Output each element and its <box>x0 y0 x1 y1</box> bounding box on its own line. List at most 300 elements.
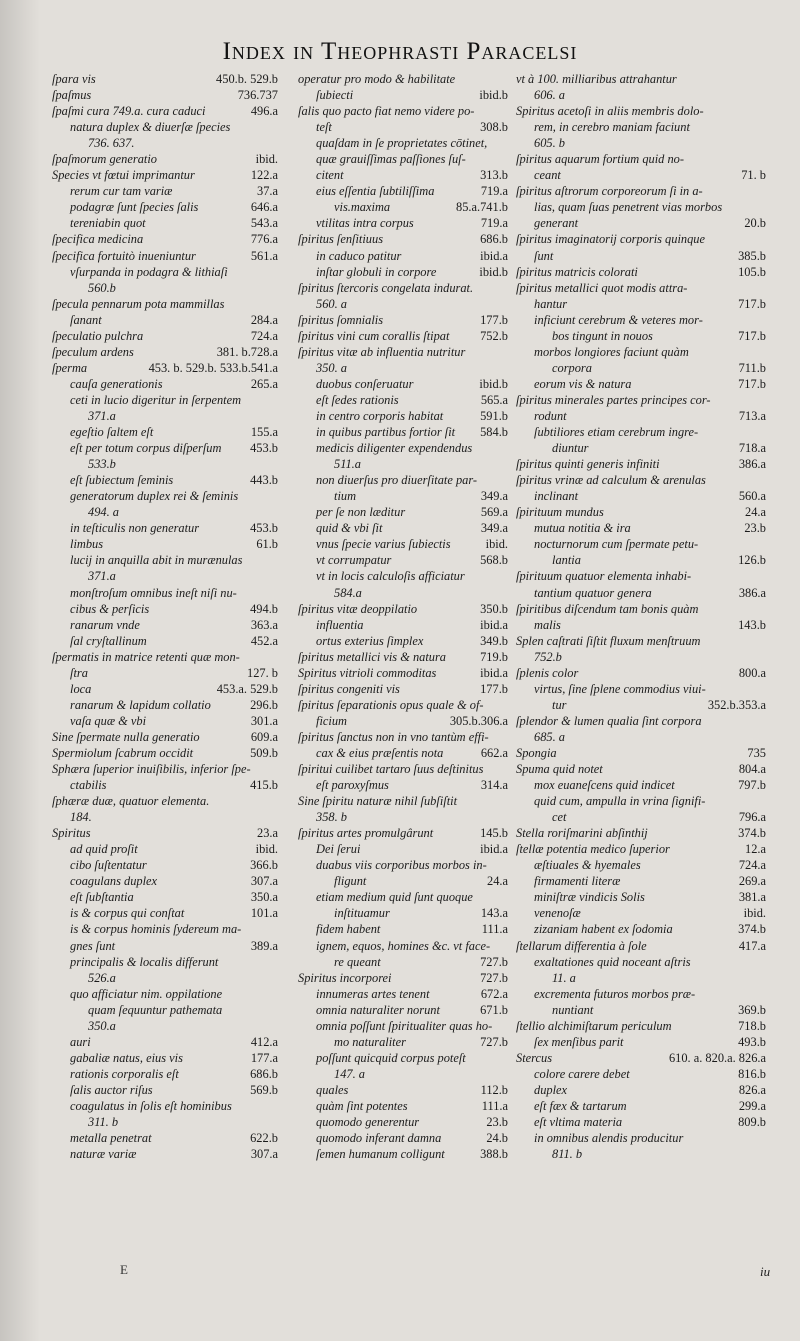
index-entry-ref: 20.b <box>741 215 766 231</box>
index-entry-term: rem, in cerebro maniam faciunt <box>534 120 690 135</box>
index-entry-term: metalla penetrat <box>70 1131 152 1146</box>
index-entry <box>298 745 508 761</box>
index-entry-term: gabaliæ natus, eius vis <box>70 1050 183 1065</box>
index-entry <box>52 344 278 360</box>
index-entry <box>52 601 278 617</box>
index-entry <box>298 167 508 183</box>
index-entry-term: Sine ſpiritu naturæ nihil ſubſiſtit <box>298 794 458 809</box>
index-entry-ref: 453.a. 529.b <box>214 681 278 697</box>
index-entry <box>298 376 508 392</box>
index-entry-ref: 296.b <box>247 697 278 713</box>
index-entry <box>516 536 766 552</box>
index-entry <box>298 472 508 488</box>
index-entry <box>516 183 766 199</box>
index-entry <box>52 873 278 889</box>
index-entry-term: excrementa futuros morbos præ- <box>534 986 696 1001</box>
index-entry-term: mutua notitia & ira <box>534 521 631 536</box>
index-entry <box>516 1098 766 1114</box>
index-entry-ref: 111.a <box>479 921 508 937</box>
index-entry <box>52 1050 278 1066</box>
index-entry <box>52 857 278 873</box>
index-entry-ref: 85.a.741.b <box>453 199 508 215</box>
index-entry <box>52 970 278 986</box>
index-entry-ref: 350.b <box>477 601 508 617</box>
index-entry-ref: 561.a <box>248 248 278 264</box>
index-entry-ref: 385.b <box>735 248 766 264</box>
index-entry-ref: 369.b <box>735 1002 766 1018</box>
index-entry-ref: 717.b <box>735 376 766 392</box>
index-entry <box>298 921 508 937</box>
index-entry-ref: 711.b <box>736 360 766 376</box>
index-entry-term: ſpiritus matricis colorati <box>516 264 638 279</box>
index-entry-term: ranarum vnde <box>70 617 140 632</box>
index-entry-ref: 349.b <box>477 633 508 649</box>
index-entry <box>298 119 508 135</box>
index-entry <box>52 248 278 264</box>
index-entry-term: quo afficiatur nim. oppilatione <box>70 986 223 1001</box>
index-entry-ref: 307.a <box>248 1146 278 1162</box>
index-entry-term: 11. a <box>552 970 576 985</box>
index-entry <box>516 938 766 954</box>
index-entry-term: ſpeculatio pulchra <box>52 328 144 343</box>
index-entry <box>52 408 278 424</box>
index-entry-ref: 591.b <box>477 408 508 424</box>
index-entry-ref: 269.a <box>736 873 766 889</box>
index-entry <box>52 1034 278 1050</box>
index-entry-term: monſtroſum omnibus ineſt niſi nu- <box>70 585 237 600</box>
index-entry-term: diuntur <box>552 441 589 456</box>
index-entry <box>516 504 766 520</box>
index-entry <box>52 376 278 392</box>
index-entry-term: tur <box>552 697 567 712</box>
index-entry-ref: 101.a <box>248 905 278 921</box>
index-entry-term: ſubiecti <box>316 88 354 103</box>
index-entry <box>516 264 766 280</box>
index-entry <box>52 280 278 296</box>
index-entry <box>516 954 766 970</box>
index-entry <box>52 921 278 937</box>
index-entry-ref: 412.a <box>248 1034 278 1050</box>
index-entry-term: teſt <box>316 120 332 135</box>
index-entry-ref: ibid.a <box>477 841 508 857</box>
index-entry-ref: 105.b <box>735 264 766 280</box>
index-entry-ref: 453. b. 529.b. 533.b.541.a <box>146 360 278 376</box>
index-entry <box>516 135 766 151</box>
index-entry-term: ctabilis <box>70 778 107 793</box>
index-entry <box>298 151 508 167</box>
index-entry-ref: 752.b <box>477 328 508 344</box>
index-entry-term: ſpaſmi cura 749.a. cura caduci <box>52 104 206 119</box>
index-entry <box>516 71 766 87</box>
index-entry-ref: 662.a <box>478 745 508 761</box>
index-entry <box>52 889 278 905</box>
index-entry <box>298 986 508 1002</box>
index-entry-ref: 23.b <box>483 1114 508 1130</box>
index-entry-ref: 727.b <box>477 1034 508 1050</box>
index-entry-term: ſalis auctor riſus <box>70 1082 153 1097</box>
index-entry <box>52 777 278 793</box>
index-entry-term: bos tingunt in nouos <box>552 328 653 343</box>
index-entry <box>298 697 508 713</box>
index-entry-ref: ibid.a <box>477 665 508 681</box>
index-entry <box>516 408 766 424</box>
index-entry-ref: 381.a <box>736 889 766 905</box>
index-entry <box>298 729 508 745</box>
index-entry-ref: 568.b <box>477 552 508 568</box>
page-title: Index in Theophrasti Paracelsi <box>222 38 578 65</box>
index-entry-term: in teſticulis non generatur <box>70 521 200 536</box>
index-entry <box>516 488 766 504</box>
index-entry <box>52 135 278 151</box>
index-entry-term: nuntiant <box>552 1002 594 1017</box>
index-entry-term: Spiritus vitrioli commoditas <box>298 665 437 680</box>
index-entry-term: ſpiritus vitæ deoppilatio <box>298 601 418 616</box>
index-entry-ref: 453.b <box>247 520 278 536</box>
index-entry <box>298 665 508 681</box>
index-entry <box>516 119 766 135</box>
index-entry <box>516 793 766 809</box>
index-entry-ref: 24.a <box>484 873 508 889</box>
index-entry-ref: ibid. <box>741 905 766 921</box>
index-entry-term: generatorum duplex rei & ſeminis <box>70 489 239 504</box>
index-entry <box>516 280 766 296</box>
index-entry <box>298 280 508 296</box>
index-entry-term: vis.maxima <box>334 200 391 215</box>
index-entry <box>52 1018 278 1034</box>
index-entry <box>298 520 508 536</box>
index-entry-term: vt corrumpatur <box>316 553 392 568</box>
index-entry-ref: 155.a <box>248 424 278 440</box>
index-entry-ref: 122.a <box>248 167 278 183</box>
index-entry-ref: 686.b <box>477 231 508 247</box>
index-entry-term: rationis corporalis eſt <box>70 1066 179 1081</box>
page-fold-shadow <box>0 0 40 1341</box>
index-entry-term: innumeras artes tenent <box>316 986 430 1001</box>
index-entry <box>52 360 278 376</box>
index-entry-term: eſt ſubſtantia <box>70 890 134 905</box>
index-entry-term: Spuma quid notet <box>516 762 603 777</box>
index-entry <box>298 889 508 905</box>
index-entry <box>52 1098 278 1114</box>
index-entry-ref: 127. b <box>244 665 278 681</box>
index-entry-term: ſpiritus ſenſitiuus <box>298 232 384 247</box>
index-entry-term: in caduco patitur <box>316 248 402 263</box>
index-entry <box>298 857 508 873</box>
index-entry-ref: 313.b <box>477 167 508 183</box>
index-entry-term: firmamenti literæ <box>534 874 621 889</box>
index-entry-term: corpora <box>552 360 592 375</box>
index-entry <box>516 248 766 264</box>
index-entry-term: 358. b <box>316 810 347 825</box>
index-entry <box>52 1066 278 1082</box>
index-entry-term: coagulatus in ſolis eſt hominibus <box>70 1099 232 1113</box>
index-entry <box>516 761 766 777</box>
index-entry <box>52 745 278 761</box>
index-entry-term: naturæ variæ <box>70 1147 137 1162</box>
index-entry-ref: ibid. <box>253 151 278 167</box>
index-entry <box>298 841 508 857</box>
index-entry <box>298 585 508 601</box>
index-entry-ref: 284.a <box>248 312 278 328</box>
index-entry-ref: 493.b <box>735 1034 766 1050</box>
index-entry <box>52 617 278 633</box>
index-entry-ref: 496.a <box>248 103 278 119</box>
index-entry <box>298 504 508 520</box>
index-entry-term: ceant <box>534 168 561 183</box>
index-entry-term: ſemen humanum colligunt <box>316 1147 445 1162</box>
index-entry <box>52 649 278 665</box>
index-entry <box>298 1146 508 1162</box>
index-entry-ref: 727.b <box>477 970 508 986</box>
index-entry-term: 584.a <box>334 585 362 600</box>
index-entry-ref: 61.b <box>253 536 278 552</box>
index-entry-ref: 177.a <box>248 1050 278 1066</box>
index-entry <box>298 793 508 809</box>
index-entry-term: eſt ſedes rationis <box>316 392 399 407</box>
index-entry-term: zizaniam habent ex ſodomia <box>534 922 673 937</box>
index-entry-term: medicis diligenter expendendus <box>316 441 473 456</box>
index-entry <box>516 151 766 167</box>
index-entry <box>298 440 508 456</box>
index-entry-term: is & corpus hominis ſydereum ma- <box>70 922 242 937</box>
index-entry-term: ſpecifica medicina <box>52 232 144 247</box>
index-entry <box>52 697 278 713</box>
index-entry <box>298 1002 508 1018</box>
index-entry-ref: 826.a <box>736 1082 766 1098</box>
index-entry-term: 811. b <box>552 1147 583 1162</box>
index-entry-term: quæ grauiſſimas paſſiones ſuſ- <box>316 152 466 167</box>
index-entry <box>298 1018 508 1034</box>
index-entry-term: ſanant <box>70 312 102 327</box>
index-entry <box>516 649 766 665</box>
index-entry <box>52 328 278 344</box>
index-entry-term: colore carere debet <box>534 1066 630 1081</box>
index-entry-ref: 374.b <box>735 921 766 937</box>
index-entry-term: eſt paroxyſmus <box>316 778 389 793</box>
index-entry <box>298 103 508 119</box>
index-entry-term: ficium <box>316 713 347 728</box>
signature-mark: E <box>120 1262 128 1277</box>
index-entry <box>298 312 508 328</box>
index-entry-ref: 143.b <box>735 617 766 633</box>
index-entry-ref: 450.b. 529.b <box>213 71 278 87</box>
index-entry-ref: 560.a <box>736 488 766 504</box>
index-entry <box>516 745 766 761</box>
index-entry-ref: 12.a <box>742 841 766 857</box>
index-entry <box>298 199 508 215</box>
index-entry-term: hantur <box>534 296 568 311</box>
index-entry-term: ſpiritus metallici vis & natura <box>298 649 446 664</box>
index-entry-ref: 672.a <box>478 986 508 1002</box>
index-entry-ref: 71. b <box>738 167 766 183</box>
index-entry-ref: 352.b.353.a <box>705 697 766 713</box>
index-entry-term: generant <box>534 216 579 231</box>
index-entry-term: quaſdam in ſe proprietates cōtinet, <box>316 136 488 151</box>
index-entry <box>298 552 508 568</box>
index-entry-ref: 569.a <box>478 504 508 520</box>
index-entry <box>516 1114 766 1130</box>
index-entry-ref: 719.b <box>477 649 508 665</box>
index-entry <box>516 1146 766 1162</box>
index-entry-term: duabus viis corporibus morbos in- <box>316 858 487 873</box>
index-entry <box>298 1082 508 1098</box>
index-entry <box>298 408 508 424</box>
index-entry-term: ſtra <box>70 665 88 680</box>
index-entry-term: is & corpus qui conſtat <box>70 906 185 921</box>
index-entry <box>298 809 508 825</box>
index-entry-ref: 719.a <box>478 183 508 199</box>
index-entry-term: ſplenis color <box>516 665 579 680</box>
index-entry <box>298 1066 508 1082</box>
index-entry-ref: 23.b <box>741 520 766 536</box>
index-entry <box>52 729 278 745</box>
index-entry-term: 606. a <box>534 88 565 103</box>
index-entry-term: ſpara vis <box>52 72 96 86</box>
index-entry-term: ſpaſmorum generatio <box>52 152 157 167</box>
index-entry-term: ſpiritus vini cum corallis ſtipat <box>298 328 450 343</box>
index-entry-term: ſpiritus aſtrorum corporeorum ſi in a- <box>516 184 703 199</box>
index-entry <box>52 488 278 504</box>
index-entry <box>52 312 278 328</box>
index-entry-term: ſpirituum mundus <box>516 505 604 520</box>
index-entry-ref: 776.a <box>248 231 278 247</box>
index-entry <box>516 1130 766 1146</box>
index-entry-term: coagulans duplex <box>70 874 158 889</box>
index-entry <box>52 199 278 215</box>
index-entry <box>516 825 766 841</box>
index-entry-ref: 646.a <box>248 199 278 215</box>
index-entry <box>298 424 508 440</box>
index-entry-term: quomodo inferant damna <box>316 1131 442 1146</box>
index-entry-term: exaltationes quid noceant aſtris <box>534 954 691 969</box>
index-entry-ref: 381. b.728.a <box>214 344 278 360</box>
index-entry-term: ad quid proſit <box>70 842 138 857</box>
index-entry <box>52 456 278 472</box>
index-entry-term: ſpirituum quatuor elementa inhabi- <box>516 569 692 584</box>
index-entry-term: 560. a <box>316 296 347 311</box>
catchword: iu <box>760 1264 771 1279</box>
index-entry-term: rodunt <box>534 408 567 423</box>
index-entry <box>516 601 766 617</box>
index-entry <box>52 183 278 199</box>
index-entry <box>52 986 278 1002</box>
index-entry-ref: 565.a <box>478 392 508 408</box>
index-entry-term: Spongia <box>516 745 557 760</box>
index-entry-term: morbos longiores faciunt quàm <box>534 344 689 359</box>
index-entry-term: 311. b <box>88 1115 119 1130</box>
index-entry <box>298 601 508 617</box>
index-entry-term: ſpaſmus <box>52 88 92 103</box>
index-entry <box>52 905 278 921</box>
index-entry <box>298 328 508 344</box>
index-entry <box>52 568 278 584</box>
index-entry-ref: 265.a <box>248 376 278 392</box>
index-entry-ref: 671.b <box>477 1002 508 1018</box>
index-entry-term: ſpecifica fortuitò inueniuntur <box>52 248 196 263</box>
index-entry <box>516 360 766 376</box>
index-entry <box>516 729 766 745</box>
index-entry-ref: 308.b <box>477 119 508 135</box>
index-entry-term: eſt vltima materia <box>534 1115 623 1130</box>
index-entry <box>298 392 508 408</box>
index-entry-term: natura duplex & diuerſæ ſpecies <box>70 120 231 135</box>
index-entry-ref: 717.b <box>735 296 766 312</box>
index-entry <box>516 697 766 713</box>
index-entry <box>52 472 278 488</box>
index-entry <box>516 87 766 103</box>
index-entry-term: lias, quam ſuas penetrent vias morbos <box>534 200 723 215</box>
index-entry <box>52 151 278 167</box>
index-entry <box>516 392 766 408</box>
index-entry-term: egeſtio ſaltem eſt <box>70 425 154 440</box>
index-entry-term: quales <box>316 1082 349 1097</box>
index-entry-term: Dei ſerui <box>316 842 361 857</box>
index-entry-term: 605. b <box>534 136 565 151</box>
index-entry-term: eſt ſubiectum ſeminis <box>70 473 174 488</box>
index-entry <box>298 135 508 151</box>
index-entry-ref: 686.b <box>247 1066 278 1082</box>
index-entry <box>516 1050 766 1066</box>
index-entry-ref: 145.b <box>477 825 508 841</box>
index-entry-term: vt à 100. milliaribus attrahantur <box>516 72 677 86</box>
index-entry-term: Spiritus incorporei <box>298 970 392 985</box>
index-entry-term: vtilitas intra corpus <box>316 216 414 231</box>
index-entry-term: in quibus partibus fortior ſit <box>316 425 456 440</box>
index-entry <box>516 617 766 633</box>
index-entry <box>516 472 766 488</box>
index-entry-term: ſpiritus ſomnialis <box>298 312 384 327</box>
index-entry-term: mo naturaliter <box>334 1034 406 1049</box>
index-entry <box>52 841 278 857</box>
index-entry-ref: 713.a <box>736 408 766 424</box>
index-entry <box>516 1018 766 1034</box>
index-entry-term: lantia <box>552 553 581 568</box>
index-entry-term: vaſa quæ & vbi <box>70 713 147 728</box>
index-entry <box>516 585 766 601</box>
index-entry-term: eſt per totum corpus diſperſum <box>70 441 222 456</box>
index-entry-ref: 388.b <box>477 1146 508 1162</box>
index-entry-ref: ibid. <box>253 841 278 857</box>
index-entry-term: 147. a <box>334 1066 365 1081</box>
index-entry <box>516 312 766 328</box>
index-entry-term: eſt fæx & tartarum <box>534 1099 627 1113</box>
index-entry <box>298 1114 508 1130</box>
index-entry <box>516 633 766 649</box>
index-entry-ref: 452.a <box>248 633 278 649</box>
index-entry <box>52 296 278 312</box>
index-entry <box>516 199 766 215</box>
index-entry <box>516 809 766 825</box>
index-entry-ref: 800.a <box>736 665 766 681</box>
index-entry-ref: ibid.b <box>476 264 508 280</box>
index-entry <box>52 1130 278 1146</box>
index-entry-ref: 804.a <box>736 761 766 777</box>
index-entry <box>516 167 766 183</box>
index-entry <box>52 585 278 601</box>
index-entry-term: virtus, ſine ſplene commodius viui- <box>534 681 706 696</box>
index-entry <box>516 665 766 681</box>
index-entry-term: cibus & perſicis <box>70 601 150 616</box>
index-entry-term: ſpeculum ardens <box>52 344 134 359</box>
index-entry <box>52 1082 278 1098</box>
index-entry-ref: 112.b <box>478 1082 508 1098</box>
index-entry <box>298 488 508 504</box>
index-entry <box>52 536 278 552</box>
index-entry <box>298 1130 508 1146</box>
index-entry-term: quid cum, ampulla in vrina ſignifi- <box>534 794 706 809</box>
index-entry-ref: 301.a <box>248 713 278 729</box>
index-entry <box>298 215 508 231</box>
